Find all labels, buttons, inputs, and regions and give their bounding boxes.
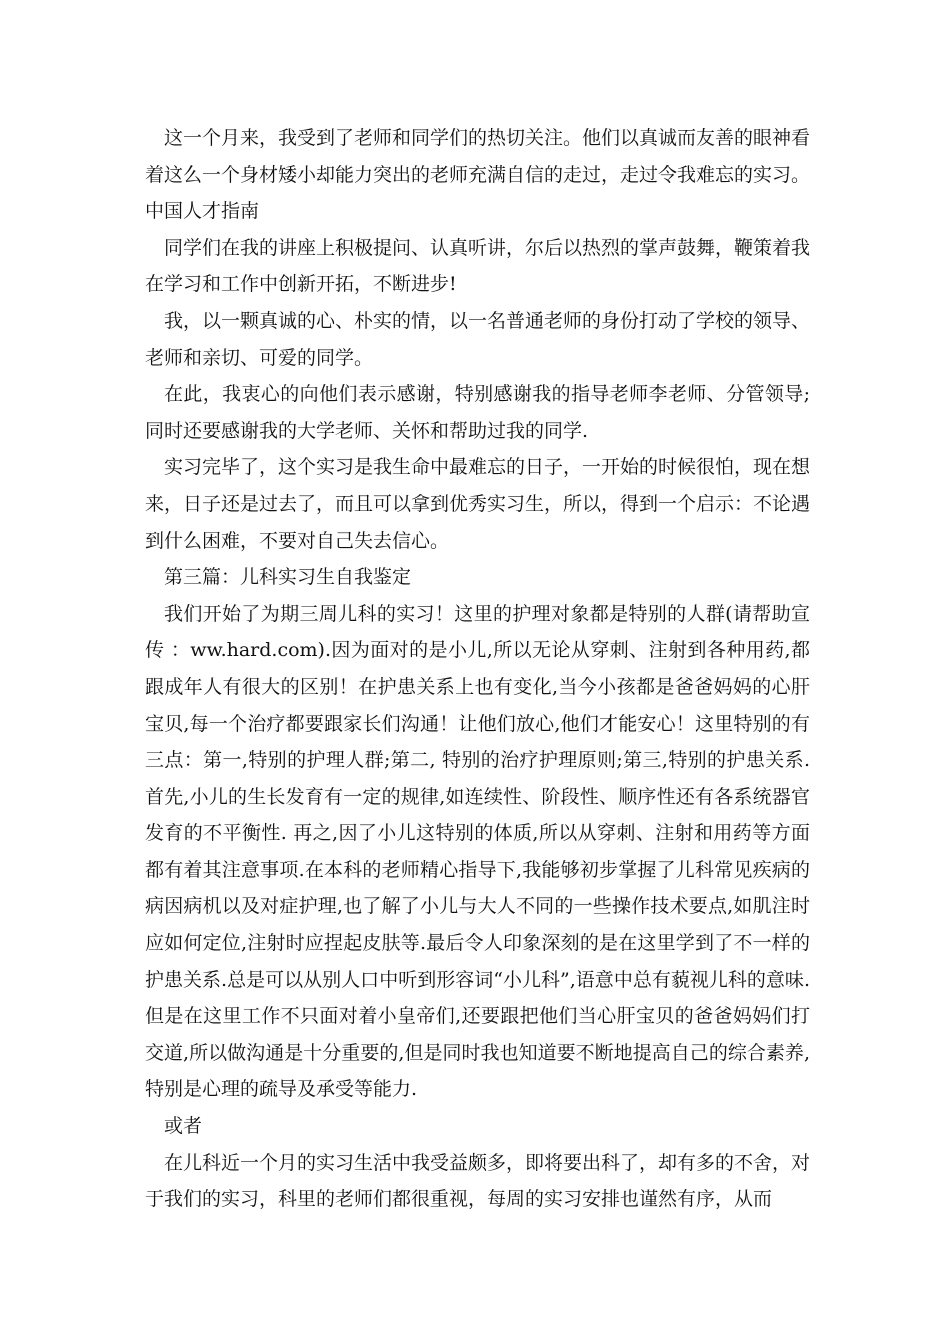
paragraph-internship-complete: 实习完毕了，这个实习是我生命中最难忘的日子，一开始的时候很怕，现在想来，日子还是过去了，而且可以拿到优秀实习生，所以，得到一个启示：不论遇到什么困难，不要对自己失去信心。 bbox=[145, 456, 811, 552]
paragraph-thanks: 在此，我衷心的向他们表示感谢，特别感谢我的指导老师李老师、分管领导;同时还要感谢我的大学老师、关怀和帮助过我的同学. bbox=[145, 383, 810, 442]
paragraph-pediatrics-internship: 我们开始了为期三周儿科的实习！这里的护理对象都是特别的人群(请帮助宣传 ：ww.hard.com).因为面对的是小儿,所以无论从穿刺、注射到各种用药,都跟成年人有很大的区别！在护患关系上也有变化,当今小孩都是爸爸妈妈的心肝宝贝,每一个治疗都要跟家长们沟通！让他们放心,他们才能安心！这里特别的有三点：第一,特别的护理人群;第二, 特别的治疗护理原则;第三,特别的护患关系.首先,小儿的生长发育有一定的规律,如连续性、阶段性、顺序性还有各系统器官发育的不平衡性. 再之,因了小儿这特别的体质,所以从穿刺、注射和用药等方面都有着其注意事项.在本科的老师精心指导下,我能够初步掌握了儿科常见疾病的病因病机以及对症护理,也了解了小儿与大人不同的一些操作技术要点,如肌注时应如何定位,注射时应捏起皮肤等.最后令人印象深刻的是在这里学到了不一样的护患关系.总是可以从别人口中听到形容词“小儿科”,语意中总有藐视儿科的意味.但是在这里工作不只面对着小皇帝们,还要跟把他们当心肝宝贝的爸爸妈妈们打交道,所以做沟通是十分重要的,但是同时我也知道要不断地提高自己的综合素养,特别是心理的疏导及承受等能力. bbox=[145, 602, 810, 1101]
paragraph-alternative: 或者 bbox=[164, 1115, 203, 1138]
document-body bbox=[145, 120, 810, 1218]
paragraph-lecture-students: 同学们在我的讲座上积极提问、认真听讲，尔后以热烈的掌声鼓舞，鞭策着我在学习和工作中创新开拓，不断进步! bbox=[145, 236, 811, 296]
paragraph-sincere-heart: 我，以一颗真诚的心、朴实的情，以一名普通老师的身份打动了学校的领导、老师和亲切、可爱的同学。 bbox=[145, 309, 811, 369]
paragraph-internship-gratitude: 这一个月来，我受到了老师和同学们的热切关注。他们以真诚而友善的眼神看着这么一个身材矮小却能力突出的老师充满自信的走过，走过令我难忘的实习。中国人才指南 bbox=[145, 127, 811, 223]
section-heading: 第三篇：儿科实习生自我鉴定 bbox=[164, 566, 412, 589]
paragraph-pediatrics-month: 在儿科近一个月的实习生活中我受益颇多，即将要出科了，却有多的不舍，对于我们的实习，科里的老师们都很重视，每周的实习安排也谨然有序，从而 bbox=[145, 1151, 811, 1211]
